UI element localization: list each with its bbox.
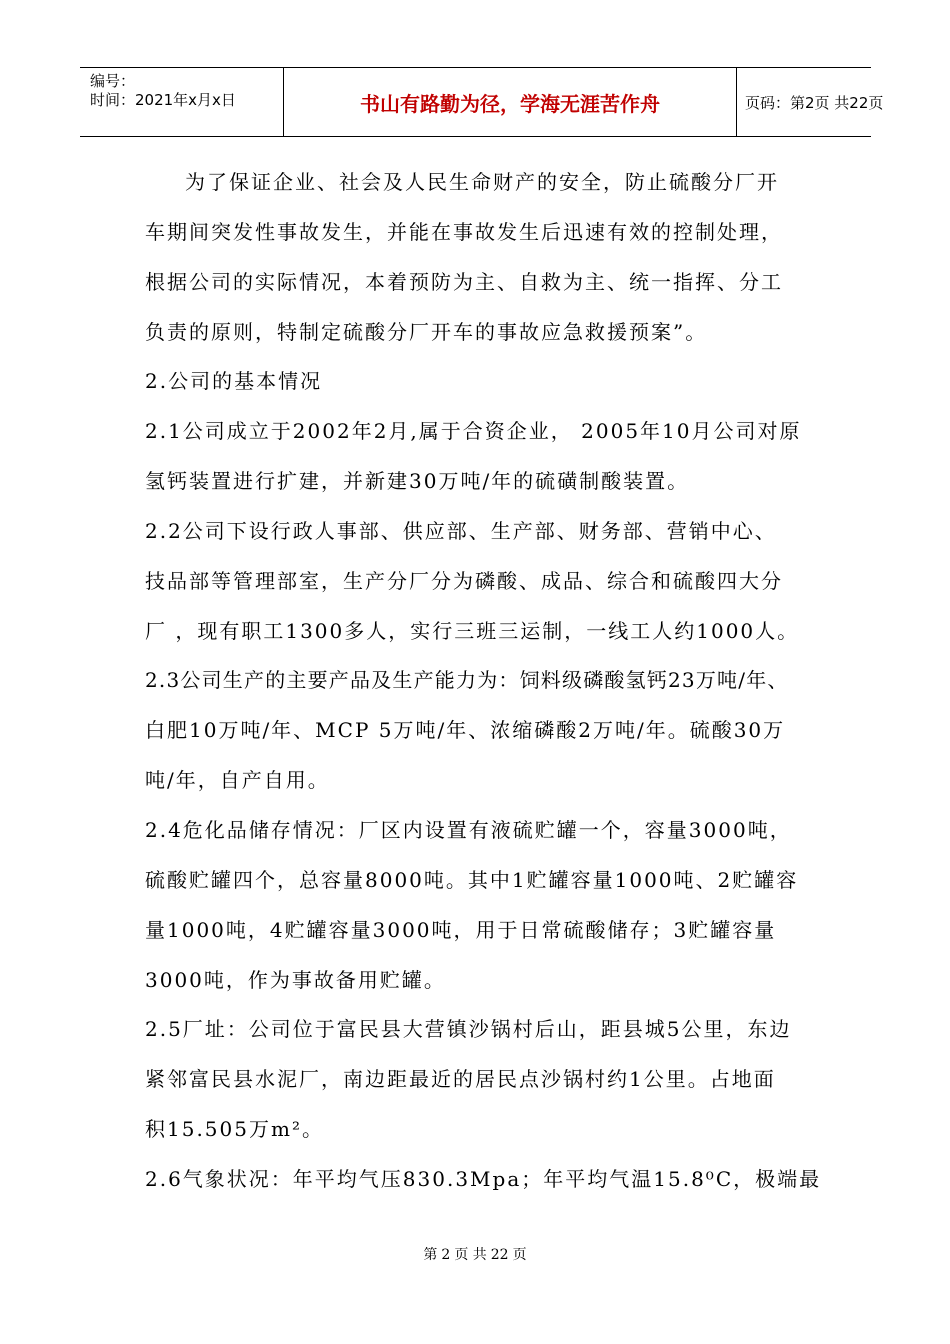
header-motto: 书山有路勤为径，学海无涯苦作舟 [360,92,660,116]
body-line: 负责的原则，特制定硫酸分厂开车的事故应急救援预案”。 [145,319,708,344]
document-header [80,67,884,137]
body-line: 技品部等管理部室，生产分厂分为磷酸、成品、综合和硫酸四大分 [145,568,783,593]
footer-suffix: 页 [512,1247,527,1263]
body-line: 白肥10万吨/年、MCP 5万吨/年、浓缩磷酸2万吨/年。硫酸30万 [145,718,786,743]
footer-total-pages: 22 [490,1247,509,1263]
body-line: 2.3公司生产的主要产品及生产能力为：饲料级磷酸氢钙23万吨/年、 [145,668,789,693]
footer-prefix: 第 [423,1247,438,1263]
body-line: 量1000吨，4贮罐容量3000吨，用于日常硫酸储存；3贮罐容量 [145,917,777,942]
header-motto-cell [284,68,737,136]
body-line: 厂 ，现有职工1300多人，实行三班三运制，一线工人约1000人。 [145,618,800,643]
page-footer [0,1246,950,1264]
body-line: 吨/年，自产自用。 [145,768,330,793]
document-date-label: 时间：2021年x月x日 [90,91,236,109]
body-line: 积15.505万m²。 [145,1117,324,1142]
body-line: 硫酸贮罐四个，总容量8000吨。其中1贮罐容量1000吨、2贮罐容 [145,867,799,892]
body-line: 车期间突发性事故发生，并能在事故发生后迅速有效的控制处理， [145,219,783,244]
document-body [145,158,825,1205]
body-line: 氢钙装置进行扩建，并新建30万吨/年的硫磺制酸装置。 [145,469,690,494]
body-line: 为了保证企业、社会及人民生命财产的安全，防止硫酸分厂开 [185,170,779,194]
body-line: 2.4危化品储存情况：厂区内设置有液硫贮罐一个，容量3000吨， [145,817,792,842]
section-heading: 2.公司的基本情况 [145,369,323,394]
body-line: 2.6气象状况：年平均气压830.3Mpa；年平均气温15.8⁰C，极端最 [145,1166,822,1191]
header-page-info: 页码：第2页 共22页 [745,94,884,112]
footer-current-page: 2 [441,1247,451,1263]
header-page-cell [737,68,884,136]
body-line: 2.5厂址：公司位于富民县大营镇沙锅村后山，距县城5公里，东边 [145,1017,792,1042]
body-line: 3000吨，作为事故备用贮罐。 [145,967,446,992]
document-number-label: 编号： [90,72,136,90]
body-line: 紧邻富民县水泥厂，南边距最近的居民点沙锅村约1公里。占地面 [145,1067,776,1092]
footer-middle: 页 共 [454,1247,487,1263]
body-line: 2.2公司下设行政人事部、供应部、生产部、财务部、营销中心、 [145,518,777,543]
body-line: 根据公司的实际情况，本着预防为主、自救为主、统一指挥、分工 [145,269,783,294]
header-meta-cell [80,68,284,136]
body-line: 2.1公司成立于2002年2月,属于合资企业， 2005年10月公司对原 [145,419,802,444]
